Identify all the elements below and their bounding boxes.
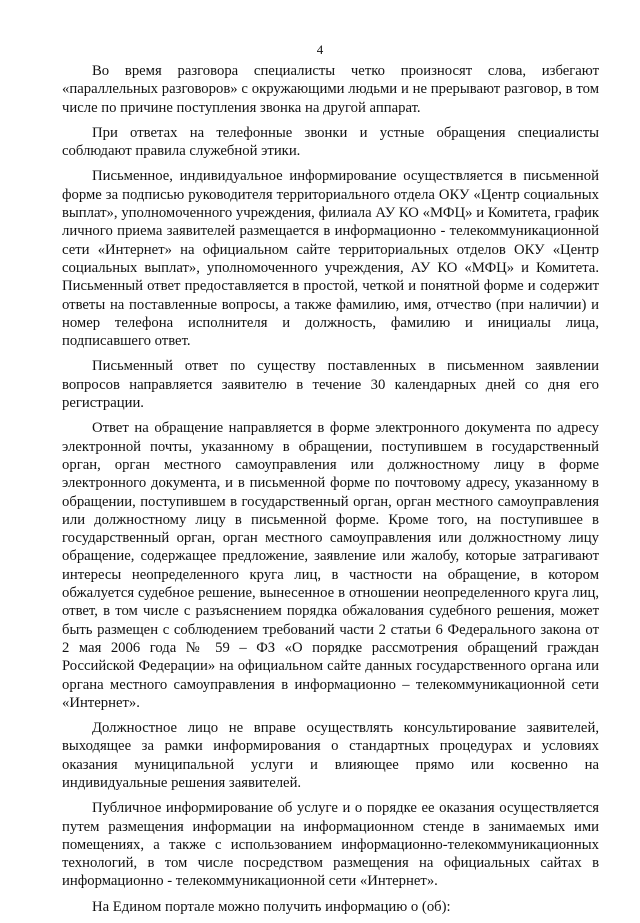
paragraph: При ответах на телефонные звонки и устные обращения специалисты соблюдают правила служебной этики. — [62, 124, 599, 160]
paragraph: Ответ на обращение направляется в форме электронного документа по адресу электронной почты, указанному в обращении, поступившем в государственный орган, орган местного самоуправления или должностному лицу в форме электронного документа, и в письменной форме по почтовому адресу, указанному в обращении, поступившем в государственный орган, орган местного самоуправления или должностному лицу в письменной форме. Кроме того, на поступившее в государственный орган, орган местного самоуправления или должностному лицу обращение, содержащее предложение, заявление или жалобу, которые затрагивают интересы неопределенного круга лиц, в частности на обращение, в котором обжалуется судебное решение, вынесенное в отношении неопределенного круга лиц, ответ, в том числе с разъяснением порядка обжалования судебного решения, может быть размещен с соблюдением требований части 2 статьи 6 Федерального закона от 2 мая 2006 года № 59 – ФЗ «О порядке рассмотрения обращений граждан Российской Федерации» на официальном сайте данных государственного органа или органа местного самоуправления в информационно – телекоммуникационной сети «Интернет». — [62, 420, 599, 711]
paragraph: Должностное лицо не вправе осуществлять консультирование заявителей, выходящее за рамки информирования о стандартных процедурах и условиях оказания муниципальной услуги и влияющее прямо или косвенно на индивидуальные решения заявителей. — [62, 720, 599, 791]
document-body — [62, 62, 599, 923]
paragraph: На Едином портале можно получить информацию о (об): — [92, 898, 451, 915]
paragraph: Письменное, индивидуальное информирование осуществляется в письменной форме за подписью руководителя территориального отдела ОКУ «Центр социальных выплат», уполномоченного учреждения, филиала АУ КО «МФЦ» и Комитета, график личного приема заявителей размещается в информационно - телекоммуникационной сети «Интернет» на официальном сайте территориальных отделов ОКУ «Центр социальных выплат», уполномоченного учреждения, АУ КО «МФЦ» и Комитета. Письменный ответ предоставляется в простой, четкой и понятной форме и содержит ответы на поставленные вопросы, а также фамилию, имя, отчество (при наличии) и номер телефона исполнителя и должность, фамилию и инициалы лица, подписавшего ответ. — [62, 168, 599, 350]
paragraph: Публичное информирование об услуге и о порядке ее оказания осуществляется путем размещения информации на информационном стенде в занимаемых ими помещениях, а также с использованием информационно-телекоммуникационных технологий, в том числе посредством размещения на официальных сайтах в информационно - телекоммуникационной сети «Интернет». — [62, 800, 599, 890]
paragraph: Письменный ответ по существу поставленных в письменном заявлении вопросов направляется заявителю в течение 30 календарных дней со дня его регистрации. — [62, 358, 599, 412]
paragraph: Во время разговора специалисты четко произносят слова, избегают «параллельных разговоров» с окружающими людьми и не прерывают разговор, в том числе по причине поступления звонка на другой аппарат. — [62, 63, 599, 116]
page-number: 4 — [316, 42, 324, 57]
